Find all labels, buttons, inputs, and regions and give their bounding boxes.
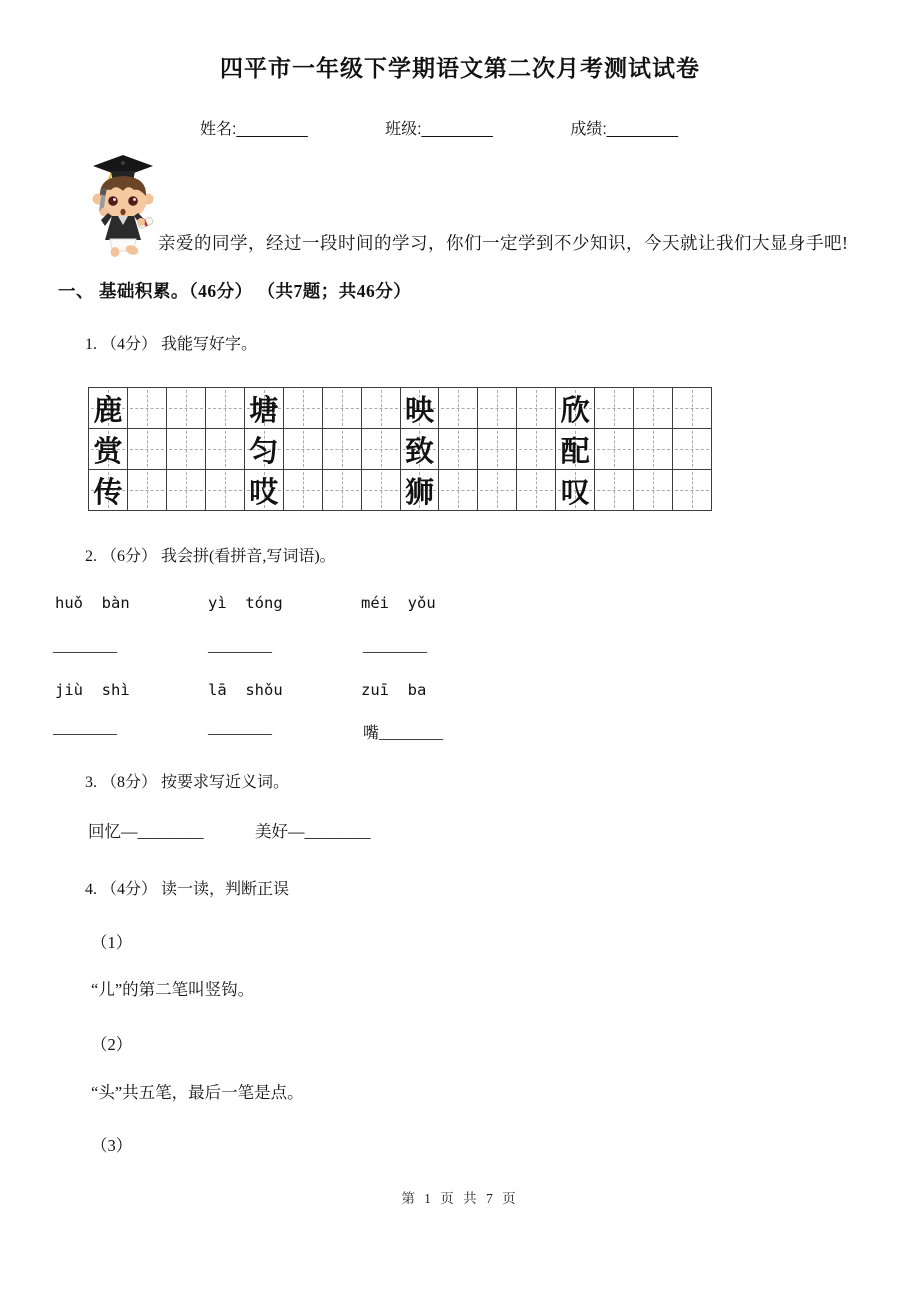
grid-cell-empty <box>205 388 244 428</box>
q4-statement-2: “头”共五笔，最后一笔是点。 <box>91 1083 304 1102</box>
answer-blanks-row-2 <box>53 720 518 743</box>
pinyin-row-2 <box>55 681 514 699</box>
grid-character: 传 <box>93 476 123 509</box>
grid-cell-empty <box>672 470 711 510</box>
grid-cell-empty <box>594 470 633 510</box>
grid-cell-empty <box>477 470 516 510</box>
question4-label: 4. （4分） 读一读，判断正误 <box>85 881 290 898</box>
grid-cell-character <box>555 388 594 428</box>
page-title: 四平市一年级下学期语文第二次月考测试试卷 <box>220 55 700 81</box>
header-fields <box>200 116 678 139</box>
intro-text: 亲爱的同学，经过一段时间的学习，你们一定学到不少知识，今天就让我们大显身手吧! <box>158 233 849 253</box>
grid-cell-empty <box>594 388 633 428</box>
grid-cell-empty <box>672 429 711 469</box>
grid-character: 匀 <box>249 435 279 468</box>
q4-subitem-3: （3） <box>91 1136 133 1155</box>
grid-cell-empty <box>361 470 400 510</box>
page-number-footer: 第 1 页 共 7 页 <box>401 1191 519 1206</box>
grid-row <box>89 428 711 469</box>
name-field: 姓名:________ <box>200 121 308 138</box>
grid-cell-empty <box>672 388 711 428</box>
grid-row <box>89 388 711 428</box>
grid-character: 欣 <box>560 394 590 427</box>
pinyin-lashou: lā shǒu <box>208 681 283 699</box>
grid-cell-empty <box>166 429 205 469</box>
answer-blanks-row-1 <box>53 638 518 656</box>
grid-cell-empty <box>205 429 244 469</box>
grid-cell-empty <box>361 429 400 469</box>
grid-cell-empty <box>516 429 555 469</box>
grid-character: 赏 <box>93 435 123 468</box>
question2-label: 2. （6分） 我会拼(看拼音,写词语)。 <box>85 548 336 565</box>
grid-cell-empty <box>283 470 322 510</box>
grid-cell-empty <box>477 429 516 469</box>
grid-cell-character <box>244 470 283 510</box>
graduate-mascot-icon <box>84 150 162 263</box>
section1-heading: 一、 基础积累。（46分） （共7题；共46分） <box>58 281 412 301</box>
grid-cell-empty <box>322 470 361 510</box>
grid-cell-character <box>89 470 127 510</box>
grid-character: 叹 <box>560 476 590 509</box>
grid-cell-empty <box>594 429 633 469</box>
answer-blank-zui: 嘴________ <box>363 725 444 742</box>
grid-cell-empty <box>166 388 205 428</box>
pinyin-jiushi: jiù shì <box>55 681 130 699</box>
grid-cell-empty <box>283 429 322 469</box>
grid-cell-empty <box>127 429 166 469</box>
grid-cell-empty <box>633 388 672 428</box>
score-field: 成绩:________ <box>570 121 678 138</box>
grid-cell-empty <box>166 470 205 510</box>
answer-blank: ________ <box>53 638 117 655</box>
question1-label: 1. （4分） 我能写好字。 <box>85 336 258 353</box>
synonym-item-meihao: 美好—________ <box>255 822 371 841</box>
grid-cell-character <box>555 470 594 510</box>
grid-row <box>89 469 711 510</box>
grid-character: 塘 <box>249 394 279 427</box>
pinyin-yitong: yì tóng <box>208 594 283 612</box>
grid-cell-character <box>400 470 439 510</box>
writing-grid <box>88 387 712 511</box>
grid-cell-character <box>244 388 283 428</box>
grid-character: 鹿 <box>93 394 123 427</box>
grid-character: 哎 <box>249 476 279 509</box>
grid-cell-empty <box>477 388 516 428</box>
grid-cell-character <box>244 429 283 469</box>
pinyin-huoban: huǒ bàn <box>55 594 130 612</box>
grid-cell-empty <box>438 429 477 469</box>
grid-cell-empty <box>633 470 672 510</box>
grid-character: 映 <box>404 394 434 427</box>
grid-cell-empty <box>633 429 672 469</box>
q4-statement-1: “儿”的第二笔叫竖钩。 <box>91 980 255 999</box>
grid-cell-empty <box>127 470 166 510</box>
grid-cell-empty <box>516 470 555 510</box>
grid-character: 致 <box>404 435 434 468</box>
answer-blank: ________ <box>53 720 117 737</box>
grid-character: 狮 <box>404 476 434 509</box>
grid-cell-empty <box>322 388 361 428</box>
grid-cell-empty <box>438 470 477 510</box>
class-field: 班级:________ <box>385 121 493 138</box>
grid-cell-character <box>555 429 594 469</box>
pinyin-meiyou: méi yǒu <box>361 594 436 612</box>
grid-cell-empty <box>205 470 244 510</box>
pinyin-row-1 <box>55 594 514 612</box>
answer-blank: ________ <box>363 638 427 655</box>
answer-blank: ________ <box>208 720 272 737</box>
grid-cell-empty <box>438 388 477 428</box>
grid-cell-empty <box>516 388 555 428</box>
grid-cell-empty <box>361 388 400 428</box>
grid-character: 配 <box>560 435 590 468</box>
synonym-item-huiyi: 回忆—________ <box>88 822 204 841</box>
question3-label: 3. （8分） 按要求写近义词。 <box>85 774 290 791</box>
pinyin-zuiba: zuī ba <box>361 681 427 699</box>
grid-cell-empty <box>127 388 166 428</box>
grid-cell-character <box>400 388 439 428</box>
answer-blank: ________ <box>208 638 272 655</box>
q4-subitem-2: （2） <box>91 1035 133 1054</box>
grid-cell-character <box>89 429 127 469</box>
grid-cell-empty <box>322 429 361 469</box>
grid-cell-character <box>89 388 127 428</box>
grid-cell-character <box>400 429 439 469</box>
q4-subitem-1: （1） <box>91 933 133 952</box>
grid-cell-empty <box>283 388 322 428</box>
